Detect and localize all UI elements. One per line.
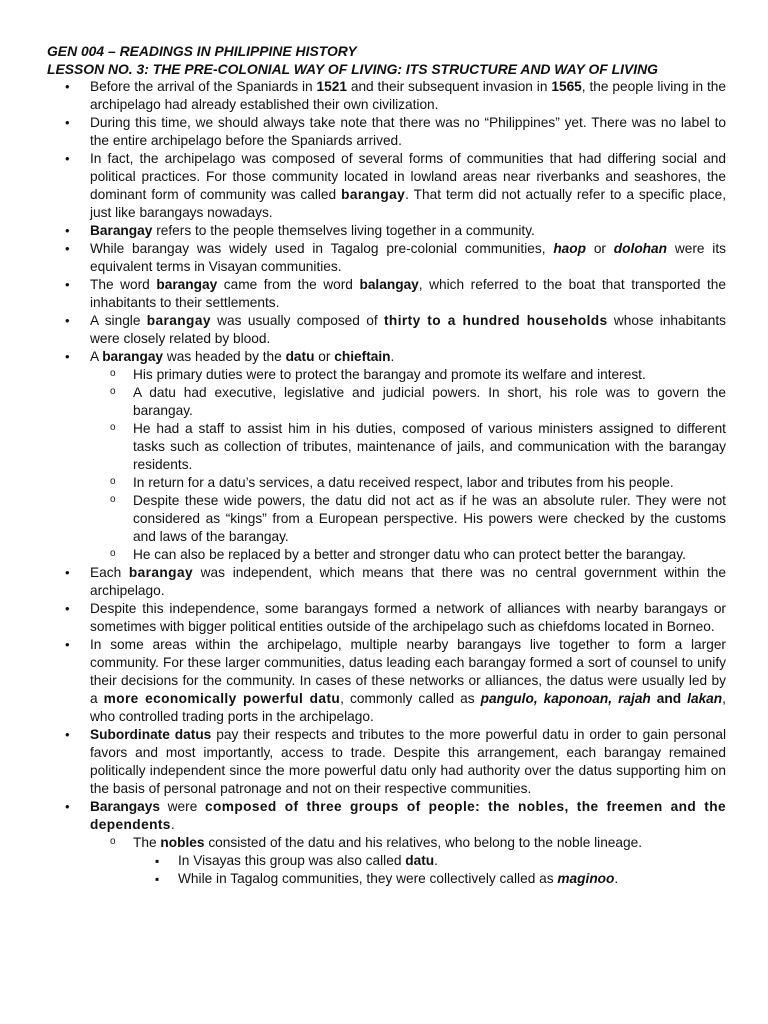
bullet-subordinate-datus: • Subordinate datus pay their respects and tributes to the more powerful datu in order to gain personal favors and most importantly, access to trade. Despite this arrangement, each barangay remained politically independent since the more powerful datu only had authority over the datus supporting him on the basis of personal patronage and not on their respective communities. [47, 726, 726, 798]
sub-sub-bullet: ▪ In Visayas this group was also called datu. [133, 852, 726, 870]
nobles-sub-list [133, 852, 726, 888]
main-bullet-list [47, 78, 726, 888]
sub-bullet: o He can also be replaced by a better and stronger datu who can protect better the barangay. [90, 546, 726, 564]
bullet-three-groups: • Barangays were composed of three groups of people: the nobles, the freemen and the dependents. o The nobles consisted of the datu and his relatives, who belong to the noble lineage. ▪ In Visayas this group was also called datu. ▪ While in Tagalog communities, they were collectively called as maginoo. [47, 798, 726, 888]
sub-bullet: o In return for a datu’s services, a datu received respect, labor and tributes from his people. [90, 474, 726, 492]
bullet-visayan-terms: • While barangay was widely used in Tagalog pre-colonial communities, haop or dolohan were its equivalent terms in Visayan communities. [47, 240, 726, 276]
sub-bullet: o He had a staff to assist him in his duties, composed of various ministers assigned to different tasks such as collection of tributes, maintenance of jails, and communication with the barangay residents. [90, 420, 726, 474]
bullet-balangay: • The word barangay came from the word balangay, which referred to the boat that transported the inhabitants to their settlements. [47, 276, 726, 312]
bullet-larger-community: • In some areas within the archipelago, multiple nearby barangays live together to form a larger community. For these larger communities, datus leading each barangay formed a sort of counsel to unify their decisions for the community. In cases of these networks or alliances, the datus were usually led by a more economically powerful datu, commonly called as pangulo, kaponoan, rajah and lakan, who controlled trading ports in the archipelago. [47, 636, 726, 726]
bullet-barangay-people: • Barangay refers to the people themselves living together in a community. [47, 222, 726, 240]
bullet-communities: • In fact, the archipelago was composed of several forms of communities that had differing social and political practices. For those community located in lowland areas near riverbanks and seashores, the dominant form of community was called barangay. That term did not actually refer to a specific place, just like barangays nowadays. [47, 150, 726, 222]
sub-bullet: o Despite these wide powers, the datu did not act as if he was an absolute ruler. They were not considered as “kings” from a European perspective. His powers were checked by the customs and laws of the barangay. [90, 492, 726, 546]
bullet-datu: • A barangay was headed by the datu or chieftain. o His primary duties were to protect the barangay and promote its welfare and interest. o A datu had executive, legislative and judicial powers. In short, his role was to govern the barangay. o He had a staff to assist him in his duties, composed of various ministers assigned to different tasks such as collection of tributes, maintenance of jails, and communication with the barangay residents. o In return for a datu’s services, a datu received respect, labor and tributes from his people. o Despite these wide powers, the datu did not act as if he was an absolute ruler. They were not considered as “kings” from a European perspective. His powers were checked by the customs and laws of the barangay. o He can also be replaced by a better and stronger datu who can protect better the barangay. [47, 348, 726, 564]
sub-bullet-nobles: o The nobles consisted of the datu and his relatives, who belong to the noble lineage. ▪ In Visayas this group was also called datu. ▪ While in Tagalog communities, they were collectively called as maginoo. [90, 834, 726, 888]
lesson-title: LESSON NO. 3: THE PRE-COLONIAL WAY OF LIVING: ITS STRUCTURE AND WAY OF LIVING [47, 61, 658, 77]
bullet-independent: • Each barangay was independent, which means that there was no central government within the archipelago. [47, 564, 726, 600]
bullet-arrival: • Before the arrival of the Spaniards in 1521 and their subsequent invasion in 1565, the people living in the archipelago had already established their own civilization. [47, 78, 726, 114]
sub-bullet: o A datu had executive, legislative and judicial powers. In short, his role was to govern the barangay. [90, 384, 726, 420]
groups-sub-list [90, 834, 726, 888]
sub-sub-bullet: ▪ While in Tagalog communities, they were collectively called as maginoo. [133, 870, 726, 888]
datu-sub-list [90, 366, 726, 564]
sub-bullet: o His primary duties were to protect the barangay and promote its welfare and interest. [90, 366, 726, 384]
bullet-alliances: • Despite this independence, some barangays formed a network of alliances with nearby barangays or sometimes with bigger political entities outside of the archipelago such as chiefdoms located in Borneo. [47, 600, 726, 636]
course-title: GEN 004 – READINGS IN PHILIPPINE HISTORY [47, 43, 357, 59]
bullet-no-philippines: • During this time, we should always take note that there was no “Philippines” yet. There was no label to the entire archipelago before the Spaniards arrived. [47, 114, 726, 150]
bullet-households: • A single barangay was usually composed of thirty to a hundred households whose inhabitants were closely related by blood. [47, 312, 726, 348]
